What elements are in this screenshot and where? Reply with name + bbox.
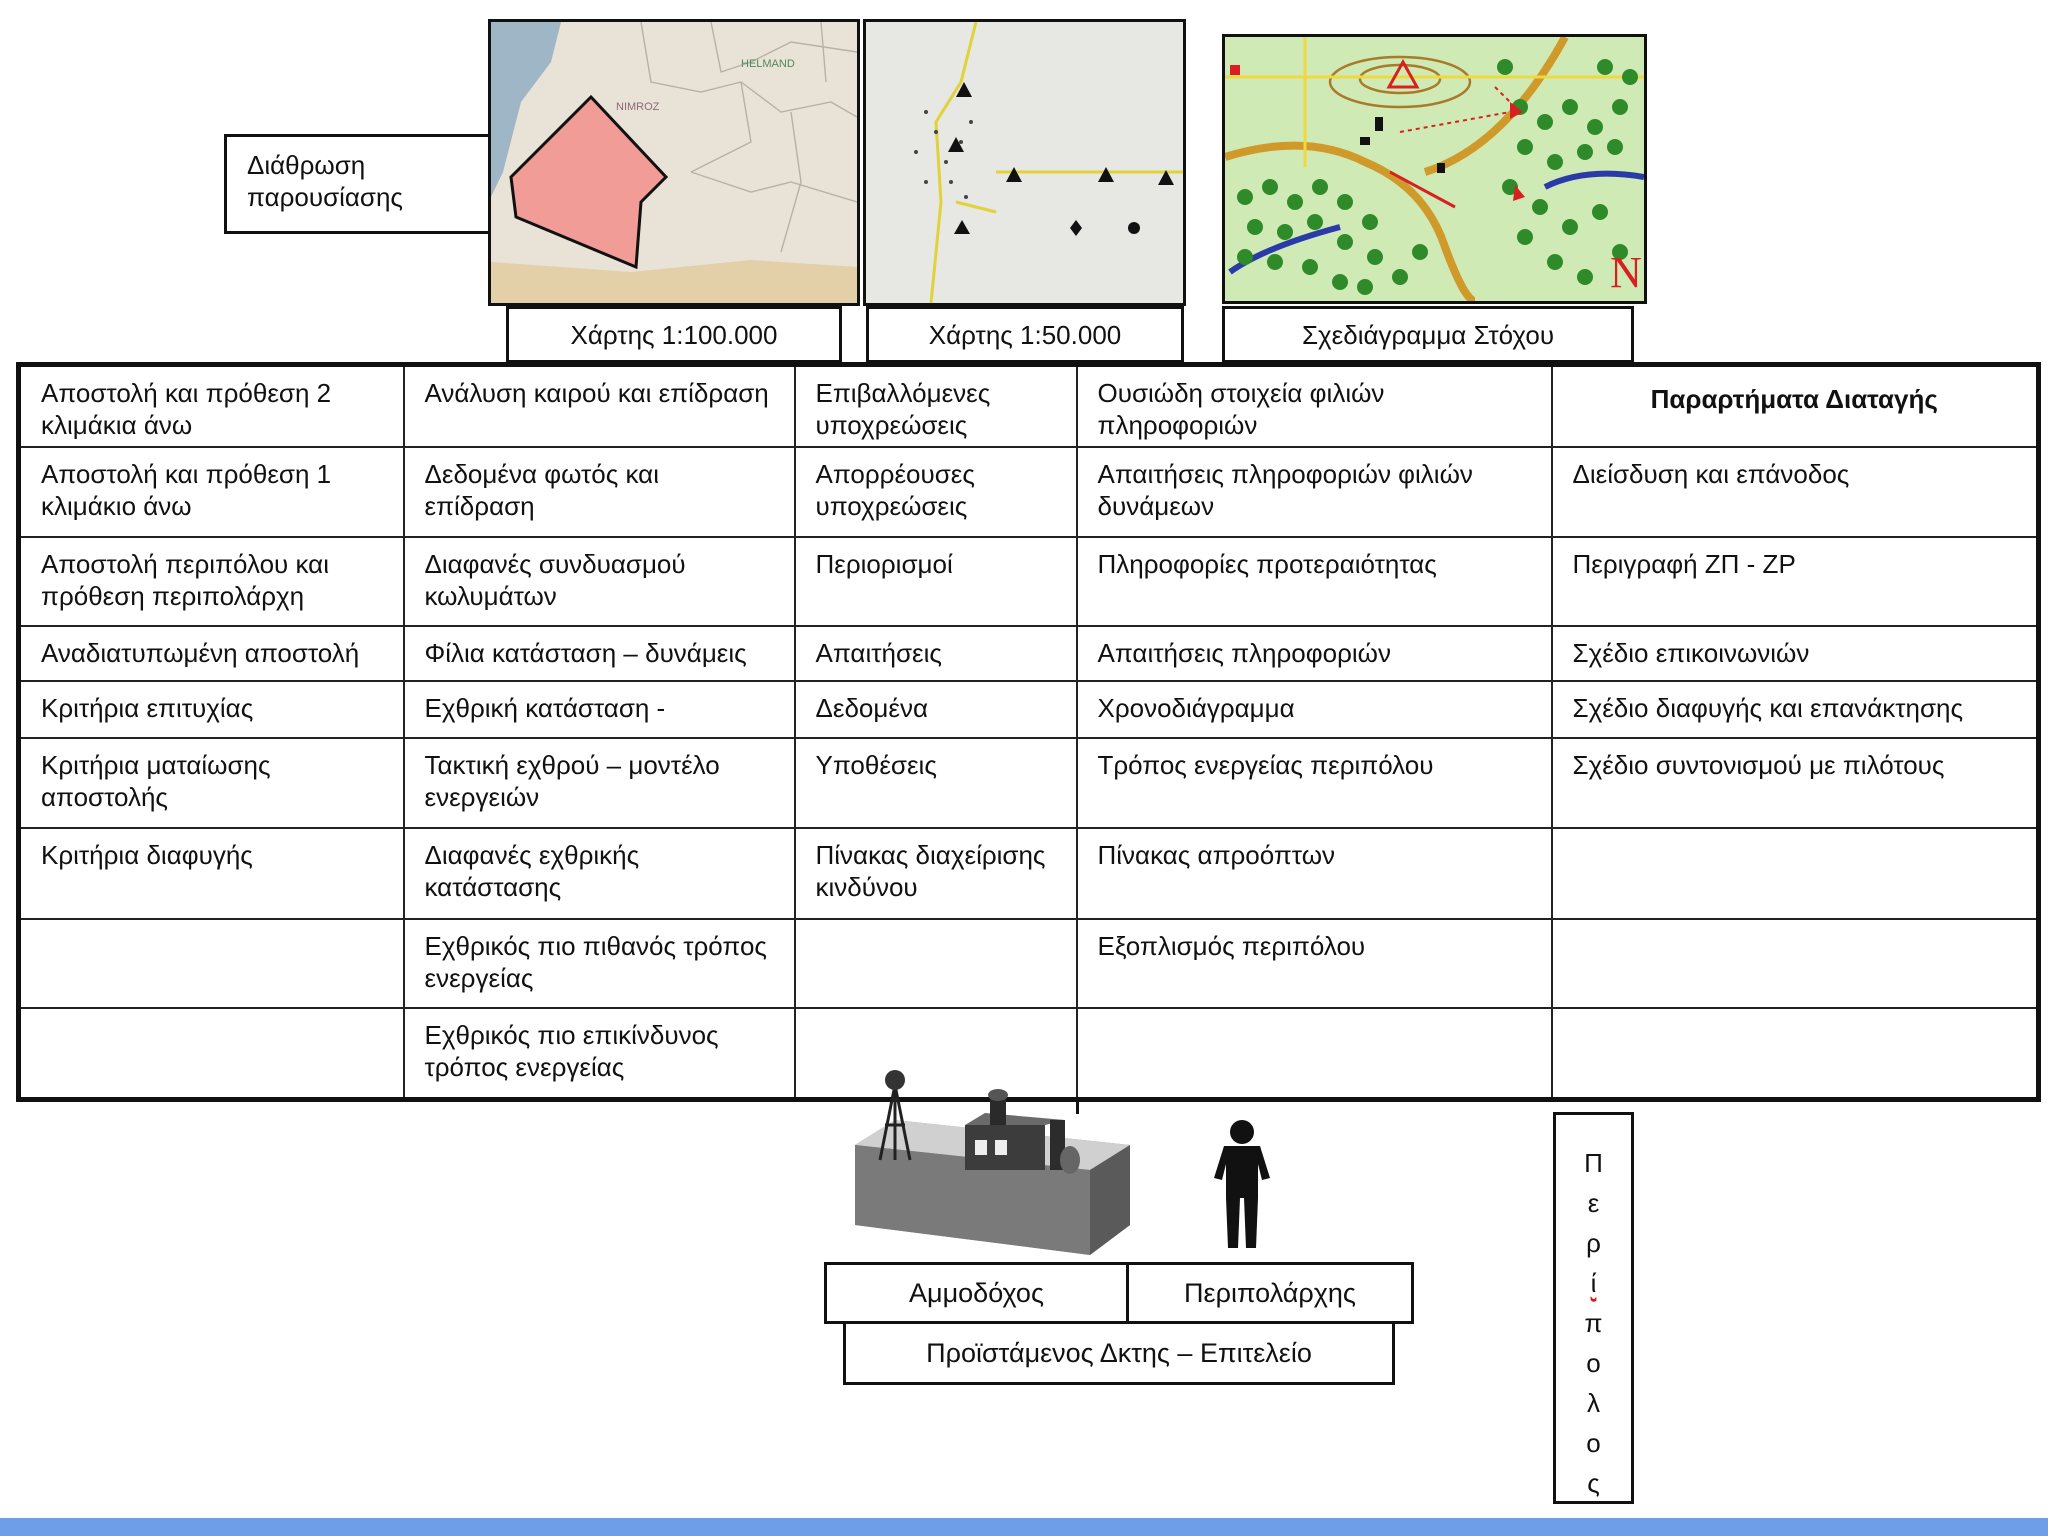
table-row [19,537,2039,626]
patrol-letter: ο [1586,1428,1601,1458]
soldier-icon [1210,1118,1275,1253]
map-1-100000-image [488,19,860,306]
table-cell: Απορρέουσες υποχρεώσεις [795,447,1077,537]
table-cell: Περιορισμοί [795,537,1077,626]
soldier-graphic [1210,1118,1275,1253]
planning-table [16,362,2041,1102]
table-cell: Δεδομένα φωτός και επίδραση [404,447,795,537]
table-cell: Περιγραφή ΖΠ - ΖΡ [1552,537,2039,626]
radio-station-icon [845,1065,1130,1255]
table-cell: Κριτήρια επιτυχίας [19,681,404,738]
table-cell: Πληροφορίες προτεραιότητας [1077,537,1552,626]
patrol-letter: ς [1587,1468,1600,1498]
map-1-50000-graphic [866,22,1183,303]
patrol-vertical-label [1553,1112,1634,1504]
map-1-50000-caption: Χάρτης 1:50.000 [866,306,1184,363]
table-cell [1552,919,2039,1008]
patrol-leader-label: Περιπολάρχης [1126,1262,1414,1324]
bottom-accent-bar [0,1518,2048,1536]
table-cell: Τρόπος ενεργείας περιπόλου [1077,738,1552,828]
table-cell: Πίνακας διαχείρισης κινδύνου [795,828,1077,919]
table-cell: Χρονοδιάγραμμα [1077,681,1552,738]
table-cell: Υποθέσεις [795,738,1077,828]
map-1-100000-caption: Χάρτης 1:100.000 [506,306,842,363]
table-cell: Αναδιατυπωμένη αποστολή [19,626,404,681]
presentation-structure-label: Διάθρωση παρουσίασης [247,150,403,212]
radio-operator-label: Αμμοδόχος [824,1262,1129,1324]
table-cell: Ουσιώδη στοιχεία φιλιών πληροφοριών [1077,365,1552,447]
table-cell: Πίνακας απροόπτων [1077,828,1552,919]
patrol-letter: ρ [1586,1228,1601,1258]
table-row [19,738,2039,828]
staff-label: Προϊστάμενος Δκτης – Επιτελείο [843,1321,1395,1385]
patrol-letter: ο [1586,1348,1601,1378]
table-header-annexes: Παραρτήματα Διαταγής [1552,365,2039,447]
table-cell: Αποστολή περιπόλου και πρόθεση περιπολάρχη [19,537,404,626]
north-arrow-icon: N [1610,248,1642,297]
table-cell: Δεδομένα [795,681,1077,738]
table-row [19,828,2039,919]
table-cell: Επιβαλλόμενες υποχρεώσεις [795,365,1077,447]
table-cell: Σχέδιο επικοινωνιών [1552,626,2039,681]
table-cell: Εχθρική κατάσταση - [404,681,795,738]
table-cell [19,919,404,1008]
table-cell: Διαφανές εχθρικής κατάστασης [404,828,795,919]
target-sketch-image [1222,34,1647,304]
map-region-label: HELMAND [741,58,795,70]
table-cell [1077,1008,1552,1099]
table-row [19,681,2039,738]
presentation-structure-box [224,134,494,234]
table-cell: Αποστολή και πρόθεση 2 κλιμάκια άνω [19,365,404,447]
table-cell: Αποστολή και πρόθεση 1 κλιμάκιο άνω [19,447,404,537]
table-cell: Κριτήρια διαφυγής [19,828,404,919]
patrol-letter: λ [1587,1388,1600,1418]
table-row [19,626,2039,681]
table-cell: Τακτική εχθρού – μοντέλο ενεργειών [404,738,795,828]
map-1-50000-image [863,19,1186,306]
table-cell [19,1008,404,1099]
radio-station-graphic [845,1065,1130,1255]
patrol-letter: π [1584,1308,1603,1338]
table-cell: Εξοπλισμός περιπόλου [1077,919,1552,1008]
patrol-letter: ε [1587,1188,1600,1218]
table-cell: Διαφανές συνδυασμού κωλυμάτων [404,537,795,626]
target-sketch-caption: Σχεδιάγραμμα Στόχου [1222,306,1634,363]
table-cell: Εχθρικός πιο επικίνδυνος τρόπος ενεργείας [404,1008,795,1099]
table-cell: Εχθρικός πιο πιθανός τρόπος ενεργείας [404,919,795,1008]
table-cell: Σχέδιο διαφυγής και επανάκτησης [1552,681,2039,738]
table-row [19,365,2039,447]
table-cell: Απαιτήσεις πληροφοριών [1077,626,1552,681]
table-cell [795,919,1077,1008]
map-region-label: NIMROZ [616,101,660,113]
table-cell: Διείσδυση και επάνοδος [1552,447,2039,537]
table-cell: Απαιτήσεις πληροφοριών φιλιών δυνάμεων [1077,447,1552,537]
table-cell: Ανάλυση καιρού και επίδραση [404,365,795,447]
table-row [19,919,2039,1008]
table-cell [1552,1008,2039,1099]
map-1-100000-graphic [491,22,857,303]
table-row [19,447,2039,537]
table-cell: Σχέδιο συντονισμού με πιλότους [1552,738,2039,828]
target-sketch-graphic [1225,37,1644,301]
patrol-letter: ί [1590,1268,1597,1298]
table-cell: Απαιτήσεις [795,626,1077,681]
table-cell: Κριτήρια ματαίωσης αποστολής [19,738,404,828]
table-cell [1552,828,2039,919]
table-cell: Φίλια κατάσταση – δυνάμεις [404,626,795,681]
patrol-letter: Π [1584,1148,1603,1178]
